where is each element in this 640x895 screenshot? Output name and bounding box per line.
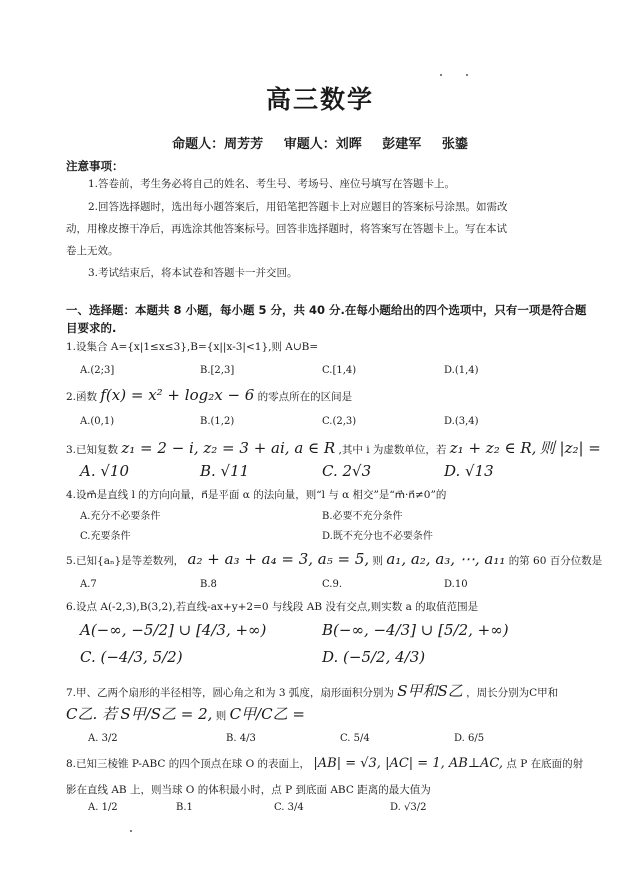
notice-item: 3.考试结束后，将本试卷和答题卡一并交回。 xyxy=(88,267,298,279)
option-b: B.1 xyxy=(176,802,193,813)
speck-mark xyxy=(130,830,132,832)
option-d: D. (−5/2, 4/3) xyxy=(322,648,426,666)
formula: a₁, a₂, a₃, ⋯, a₁₁ xyxy=(386,550,506,568)
stem-text: ,其中 i 为虚数单位，若 xyxy=(338,444,447,456)
formula: 则 |z₂| = xyxy=(539,439,601,457)
option-b: B. √11 xyxy=(200,462,250,480)
option-c: C.充要条件 xyxy=(80,531,131,542)
option-d: D.既不充分也不必要条件 xyxy=(322,531,433,542)
stem-text: 5.已知{aₙ}是等差数列， xyxy=(66,555,185,567)
notice-item: 卷上无效。 xyxy=(66,245,119,257)
option-b: B.[2,3] xyxy=(200,365,235,376)
reviewer: 审题人：刘晖 xyxy=(283,137,362,152)
question-stem: 6.设点 A(-2,3),B(3,2),若直线-ax+y+2=0 与线段 AB 没有交点,则实数 a 的取值范围是 xyxy=(66,601,479,613)
option-b: B.必要不充分条件 xyxy=(322,511,403,522)
option-a: A(−∞, −5/2] ∪ [4/3, +∞) xyxy=(80,621,267,639)
option-c: C. 3/4 xyxy=(274,802,304,813)
question-stem xyxy=(66,680,558,701)
formula: C乙. 若 xyxy=(66,705,118,723)
question-stem xyxy=(66,756,583,771)
speck-mark xyxy=(440,74,442,76)
option-a: A.(2;3] xyxy=(80,365,115,376)
option-c: C. 5/4 xyxy=(340,733,370,744)
formula: S甲和S乙 xyxy=(397,682,463,700)
notice-item: 动，用橡皮擦干净后，再选涂其他答案标号。回答非选择题时，将答案写在答题卡上。写在本试 xyxy=(66,223,507,235)
option-a: A. 1/2 xyxy=(88,802,118,813)
stem-text: 的零点所在的区间是 xyxy=(257,391,353,403)
stem-text: 7.甲、乙两个扇形的半径相等，圆心角之和为 3 弧度，扇形面积分别为 xyxy=(66,687,394,699)
stem-text: 3.已知复数 xyxy=(66,444,119,456)
stem-text: 则 xyxy=(215,710,227,722)
option-c: C.9. xyxy=(322,579,343,590)
question-stem: 1.设集合 A={x|1≤x≤3},B={x||x-3|<1},则 A∪B= xyxy=(66,341,319,353)
stem-text: 的第 60 百分位数是 xyxy=(508,555,603,567)
option-a: A. √10 xyxy=(80,462,130,480)
option-a: A. 3/2 xyxy=(88,733,118,744)
option-c: C.[1,4) xyxy=(322,365,357,376)
stem-text: 8.已知三棱锥 P-ABC 的四个顶点在球 O 的表面上， xyxy=(66,758,311,770)
option-c: C. 2√3 xyxy=(322,462,372,480)
authors-line xyxy=(0,133,640,152)
notice-heading: 注意事项： xyxy=(66,159,124,173)
stem-text: ，周长分别为C甲和 xyxy=(466,687,559,699)
option-b: B(−∞, −4/3] ∪ [5/2, +∞) xyxy=(322,621,509,639)
section-heading: 一、选择题：本题共 8 小题，每小题 5 分，共 40 分.在每小题给出的四个选项中，只有一项是符合题 xyxy=(66,303,587,317)
reviewer: 彭建军 xyxy=(382,137,422,152)
question-stem: 4.设m⃗是直线 l 的方向向量，n⃗是平面 α 的法向量，则“l 与 α 相交”是“m⃗·n⃗≠0”的 xyxy=(66,489,447,501)
formula: z₁ = 2 − i, z₂ = 3 + ai, a ∈ R xyxy=(121,439,336,457)
option-d: D.(1,4) xyxy=(444,365,479,376)
formula: z₁ + z₂ ∈ R, xyxy=(449,439,537,457)
question-stem xyxy=(66,550,602,568)
option-d: D.10 xyxy=(444,579,468,590)
option-d: D.(3,4) xyxy=(444,416,479,427)
question-stem: 影在直线 AB 上，则当球 O 的体积最小时，点 P 到底面 ABC 距离的最大值为 xyxy=(66,784,431,796)
question-stem xyxy=(66,437,601,458)
option-c: C.(2,3) xyxy=(322,416,357,427)
option-c: C. (−4/3, 5/2) xyxy=(80,648,183,666)
reviewer: 张鎏 xyxy=(441,137,468,152)
question-stem xyxy=(66,386,352,404)
formula: |AB| = √3, |AC| = 1, AB⊥AC, xyxy=(313,756,504,771)
notice-item: 2.回答选择题时，选出每小题答案后，用铅笔把答题卡上对应题目的答案标号涂黑。如需改 xyxy=(88,201,508,213)
option-b: B.(1,2) xyxy=(200,416,235,427)
stem-text: 2.函数 xyxy=(66,391,98,403)
option-b: B.8 xyxy=(200,579,217,590)
setter: 命题人：周芳芳 xyxy=(172,137,264,152)
formula: C甲/C乙 = xyxy=(229,705,305,723)
page-title: 高三数学 xyxy=(265,85,374,114)
option-b: B. 4/3 xyxy=(226,733,256,744)
section-heading: 目要求的. xyxy=(66,321,117,335)
formula: S甲/S乙 = 2, xyxy=(120,705,213,723)
option-d: D. 6/5 xyxy=(454,733,485,744)
option-d: D. √13 xyxy=(444,462,494,480)
speck-mark xyxy=(466,74,468,76)
formula: a₂ + a₃ + a₄ = 3, a₅ = 5, xyxy=(187,550,370,568)
formula: f(x) = x² + log₂x − 6 xyxy=(100,386,255,404)
notice-item: 1.答卷前，考生务必将自己的姓名、考生号、考场号、座位号填写在答题卡上。 xyxy=(88,178,456,190)
question-stem xyxy=(66,703,305,724)
option-a: A.7 xyxy=(80,579,97,590)
stem-text: 点 P 在底面的射 xyxy=(506,758,584,770)
option-a: A.(0,1) xyxy=(80,416,115,427)
option-a: A.充分不必要条件 xyxy=(80,511,161,522)
option-d: D. √3/2 xyxy=(390,802,427,813)
stem-text: 则 xyxy=(372,555,384,567)
